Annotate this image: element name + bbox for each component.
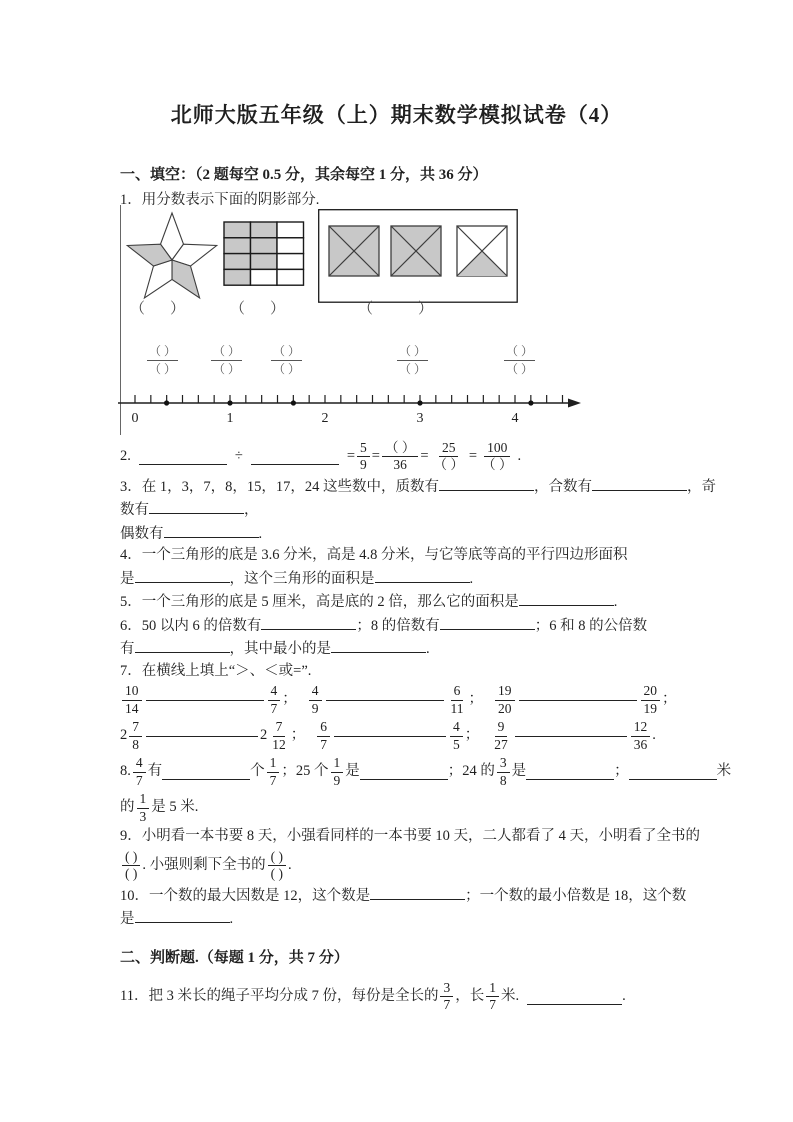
separator: . xyxy=(652,727,656,744)
question-3-text: ， xyxy=(244,502,259,518)
question-6-text: ，其中最小的是 xyxy=(229,641,331,657)
question-9-text: . 小强则剩下全书的 xyxy=(142,856,266,873)
question-5-text: 5．一个三角形的底是 5 厘米，高是底的 2 倍，那么它的面积是 xyxy=(120,594,519,610)
answer-blank xyxy=(149,498,244,514)
comparison-blank xyxy=(334,736,446,737)
fraction: $\frac{20}{19}$ xyxy=(641,683,661,717)
comparison-blank xyxy=(519,700,637,701)
fraction: $\frac{( )}{( )}$ xyxy=(122,849,140,883)
question-2 xyxy=(120,439,683,475)
fraction: $\frac{1}{3}$ xyxy=(137,791,150,825)
question-11-text: . xyxy=(622,987,626,1004)
numberline-blank-fraction: （ ） （ ） xyxy=(506,343,534,376)
question-10-line1 xyxy=(120,884,687,908)
answer-blank xyxy=(135,567,230,583)
question-10-text: ；一个数的最小倍数是 18，这个数 xyxy=(465,887,687,904)
answer-blank xyxy=(527,989,622,1005)
question-8-line2 xyxy=(120,790,683,826)
fraction: $\frac{7}{8}$ xyxy=(129,719,142,753)
comparison-blank xyxy=(515,736,627,737)
answer-blank xyxy=(162,764,250,780)
question-6-text: ；8 的倍数有 xyxy=(356,617,440,634)
separator: ； xyxy=(662,691,677,708)
question-4-line1 xyxy=(120,545,683,567)
squares-answer-paren: （ ） xyxy=(358,300,439,317)
question-3-line3 xyxy=(120,522,683,546)
question-11-text: 11．把 3 米长的绳子平均分成 7 份，每份是全长的 xyxy=(120,987,439,1004)
separator: ； xyxy=(282,691,297,708)
fraction: $\frac{3}{8}$ xyxy=(497,755,510,789)
answer-blank xyxy=(526,764,614,780)
section-2-heading: 二、判断题.（每题 1 分，共 7 分） xyxy=(120,949,349,966)
question-3-text: 3．在 1，3，7，8，15，17，24 这些数中，质数有 xyxy=(120,478,439,495)
question-3-line1 xyxy=(120,475,716,499)
question-3-text: . xyxy=(258,525,263,542)
fraction: $\frac{4}{7}$ xyxy=(133,755,146,789)
question-3-text: 偶数有 xyxy=(120,525,164,542)
question-2-number: 2. xyxy=(120,447,131,464)
answer-blank xyxy=(164,522,259,538)
question-5-text: . xyxy=(613,594,618,610)
fraction: $\frac{1}{7}$ xyxy=(486,980,499,1014)
question-6-text: ；6 和 8 的公倍数 xyxy=(534,617,648,634)
section-1-heading: 一、填空：（2 题每空 0.5 分，其余每空 1 分，共 36 分） xyxy=(120,167,488,183)
page-title: 北师大版五年级（上）期末数学模拟试卷（4） xyxy=(170,103,623,127)
answer-blank xyxy=(370,884,465,900)
question-8-text: 是 5 米. xyxy=(151,799,199,816)
star-answer-paren: （ ） xyxy=(130,300,191,317)
question-3-text: 数有 xyxy=(120,502,149,518)
fraction: $\frac{6}{7}$ xyxy=(317,719,330,753)
answer-blank xyxy=(440,614,535,630)
question-3-line2 xyxy=(120,498,683,522)
separator: ； xyxy=(290,727,306,744)
fraction: $\frac{4}{7}$ xyxy=(268,683,281,717)
question-7-row2 xyxy=(120,718,683,754)
fraction: $\frac{25}{( )}$ xyxy=(433,439,464,472)
fraction: $\frac{5}{9}$ xyxy=(357,440,370,474)
separator: ； xyxy=(464,727,480,744)
answer-blank xyxy=(592,475,687,491)
separator: ； xyxy=(468,691,483,708)
comparison-blank xyxy=(326,700,444,701)
question-6-text: 6．50 以内 6 的倍数有 xyxy=(120,617,262,634)
question-9-line1 xyxy=(120,826,700,848)
fraction: $\frac{9}{27}$ xyxy=(494,719,508,752)
question-1-figures xyxy=(112,205,793,439)
question-8-text: 个 xyxy=(250,763,265,780)
divide-sign: ÷ xyxy=(234,447,243,464)
mixed-whole: 2 xyxy=(260,727,268,744)
question-8-text: 是 xyxy=(345,763,360,780)
numberline-blank-fraction: （ ） （ ） xyxy=(399,343,427,376)
fraction: $\frac{4}{9}$ xyxy=(309,683,322,717)
question-10-text: 10．一个数的最大因数是 12，这个数是 xyxy=(120,887,371,904)
star-figure xyxy=(122,207,222,303)
fraction: $\frac{12}{36}$ xyxy=(631,719,651,753)
question-8-text: ； xyxy=(614,763,629,780)
numberline-blank-fraction: （ ） （ ） xyxy=(273,343,301,376)
fraction: $\frac{7}{12}$ xyxy=(272,719,286,752)
grid-figure xyxy=(223,221,305,287)
fraction: $\frac{3}{7}$ xyxy=(440,980,453,1014)
question-9-line2 xyxy=(120,848,683,884)
question-10-text: . xyxy=(229,911,234,927)
question-7-text: 7．在横线上填上“＞、＜或=”. xyxy=(120,662,312,679)
answer-blank xyxy=(629,764,717,780)
squares-figure xyxy=(318,209,518,303)
answer-blank xyxy=(519,590,614,606)
fraction: $\frac{1}{7}$ xyxy=(267,755,280,789)
question-11-text: 米. xyxy=(500,987,520,1004)
fraction: $\frac{19}{20}$ xyxy=(495,683,515,717)
number-line xyxy=(112,389,592,437)
question-4-text: 是 xyxy=(120,570,135,587)
question-5 xyxy=(120,590,683,614)
fraction: $\frac{6}{11}$ xyxy=(450,683,464,716)
comparison-blank xyxy=(146,700,264,701)
answer-blank xyxy=(251,449,339,465)
question-4-text: 4．一个三角形的底是 3.6 分米，高是 4.8 分米，与它等底等高的平行四边形面积 xyxy=(120,547,628,563)
question-8-text: 有 xyxy=(147,763,163,780)
question-6-line1 xyxy=(120,614,683,638)
answer-blank xyxy=(439,475,534,491)
question-11 xyxy=(120,979,683,1015)
answer-blank xyxy=(375,567,470,583)
question-8-text: 的 xyxy=(120,799,135,816)
svg-text:2: 2 xyxy=(321,410,329,426)
question-11-text: ，长 xyxy=(455,987,485,1004)
answer-blank xyxy=(135,907,230,923)
question-3-text: ，合数有 xyxy=(534,478,592,495)
answer-blank xyxy=(331,637,426,653)
question-4-line2 xyxy=(120,567,683,591)
equals-sign: = xyxy=(468,447,478,464)
equals-sign: = xyxy=(346,447,356,464)
numberline-blank-fraction: （ ） （ ） xyxy=(149,343,177,376)
question-8-line1 xyxy=(120,754,732,790)
question-9-text: 9．小明看一本书要 8 天，小强看同样的一本书要 10 天，二人都看了 4 天，小明看了全书的 xyxy=(120,828,700,844)
question-8-text: 是 xyxy=(511,763,527,780)
answer-blank xyxy=(360,764,448,780)
question-1-text: 1．用分数表示下面的阴影部分. xyxy=(120,192,320,208)
fraction: $\frac{100}{( )}$ xyxy=(482,439,513,472)
answer-blank xyxy=(261,614,356,630)
question-7-heading xyxy=(120,661,683,683)
question-10-line2 xyxy=(120,907,683,931)
question-7-row1 xyxy=(120,682,683,718)
equals-sign: = xyxy=(420,447,429,464)
question-8-number: 8. xyxy=(120,763,131,780)
fraction: $\frac{4}{5}$ xyxy=(450,719,463,753)
numberline-blank-fraction: （ ） （ ） xyxy=(213,343,241,376)
fraction: $\frac{1}{9}$ xyxy=(331,755,344,789)
answer-blank xyxy=(135,637,230,653)
question-8-text: 米 xyxy=(716,763,732,780)
question-4-text: ，这个三角形的面积是 xyxy=(229,570,375,587)
fraction: $\frac{( )}{36}$ xyxy=(382,440,418,474)
svg-text:3: 3 xyxy=(416,410,424,426)
question-8-text: ；24 的 xyxy=(447,763,495,780)
svg-text:1: 1 xyxy=(226,410,234,426)
equals-sign: = xyxy=(371,447,380,464)
fraction: $\frac{( )}{( )}$ xyxy=(268,849,286,883)
mixed-whole: 2 xyxy=(120,727,128,744)
comparison-blank xyxy=(146,736,258,737)
question-9-text: . xyxy=(288,856,292,873)
svg-text:0: 0 xyxy=(131,410,139,426)
question-4-text: . xyxy=(469,570,474,587)
question-6-text: 有 xyxy=(120,641,135,657)
period: . xyxy=(517,447,522,464)
answer-blank xyxy=(139,449,227,465)
fraction: $\frac{10}{14}$ xyxy=(122,683,142,717)
question-6-text: . xyxy=(426,641,430,657)
question-8-text: ；25 个 xyxy=(281,763,329,780)
question-10-text: 是 xyxy=(120,911,135,927)
question-3-text: ，奇 xyxy=(687,478,716,495)
question-6-line2 xyxy=(120,637,683,661)
grid-answer-paren: （ ） xyxy=(230,300,291,317)
svg-text:4: 4 xyxy=(511,410,519,426)
